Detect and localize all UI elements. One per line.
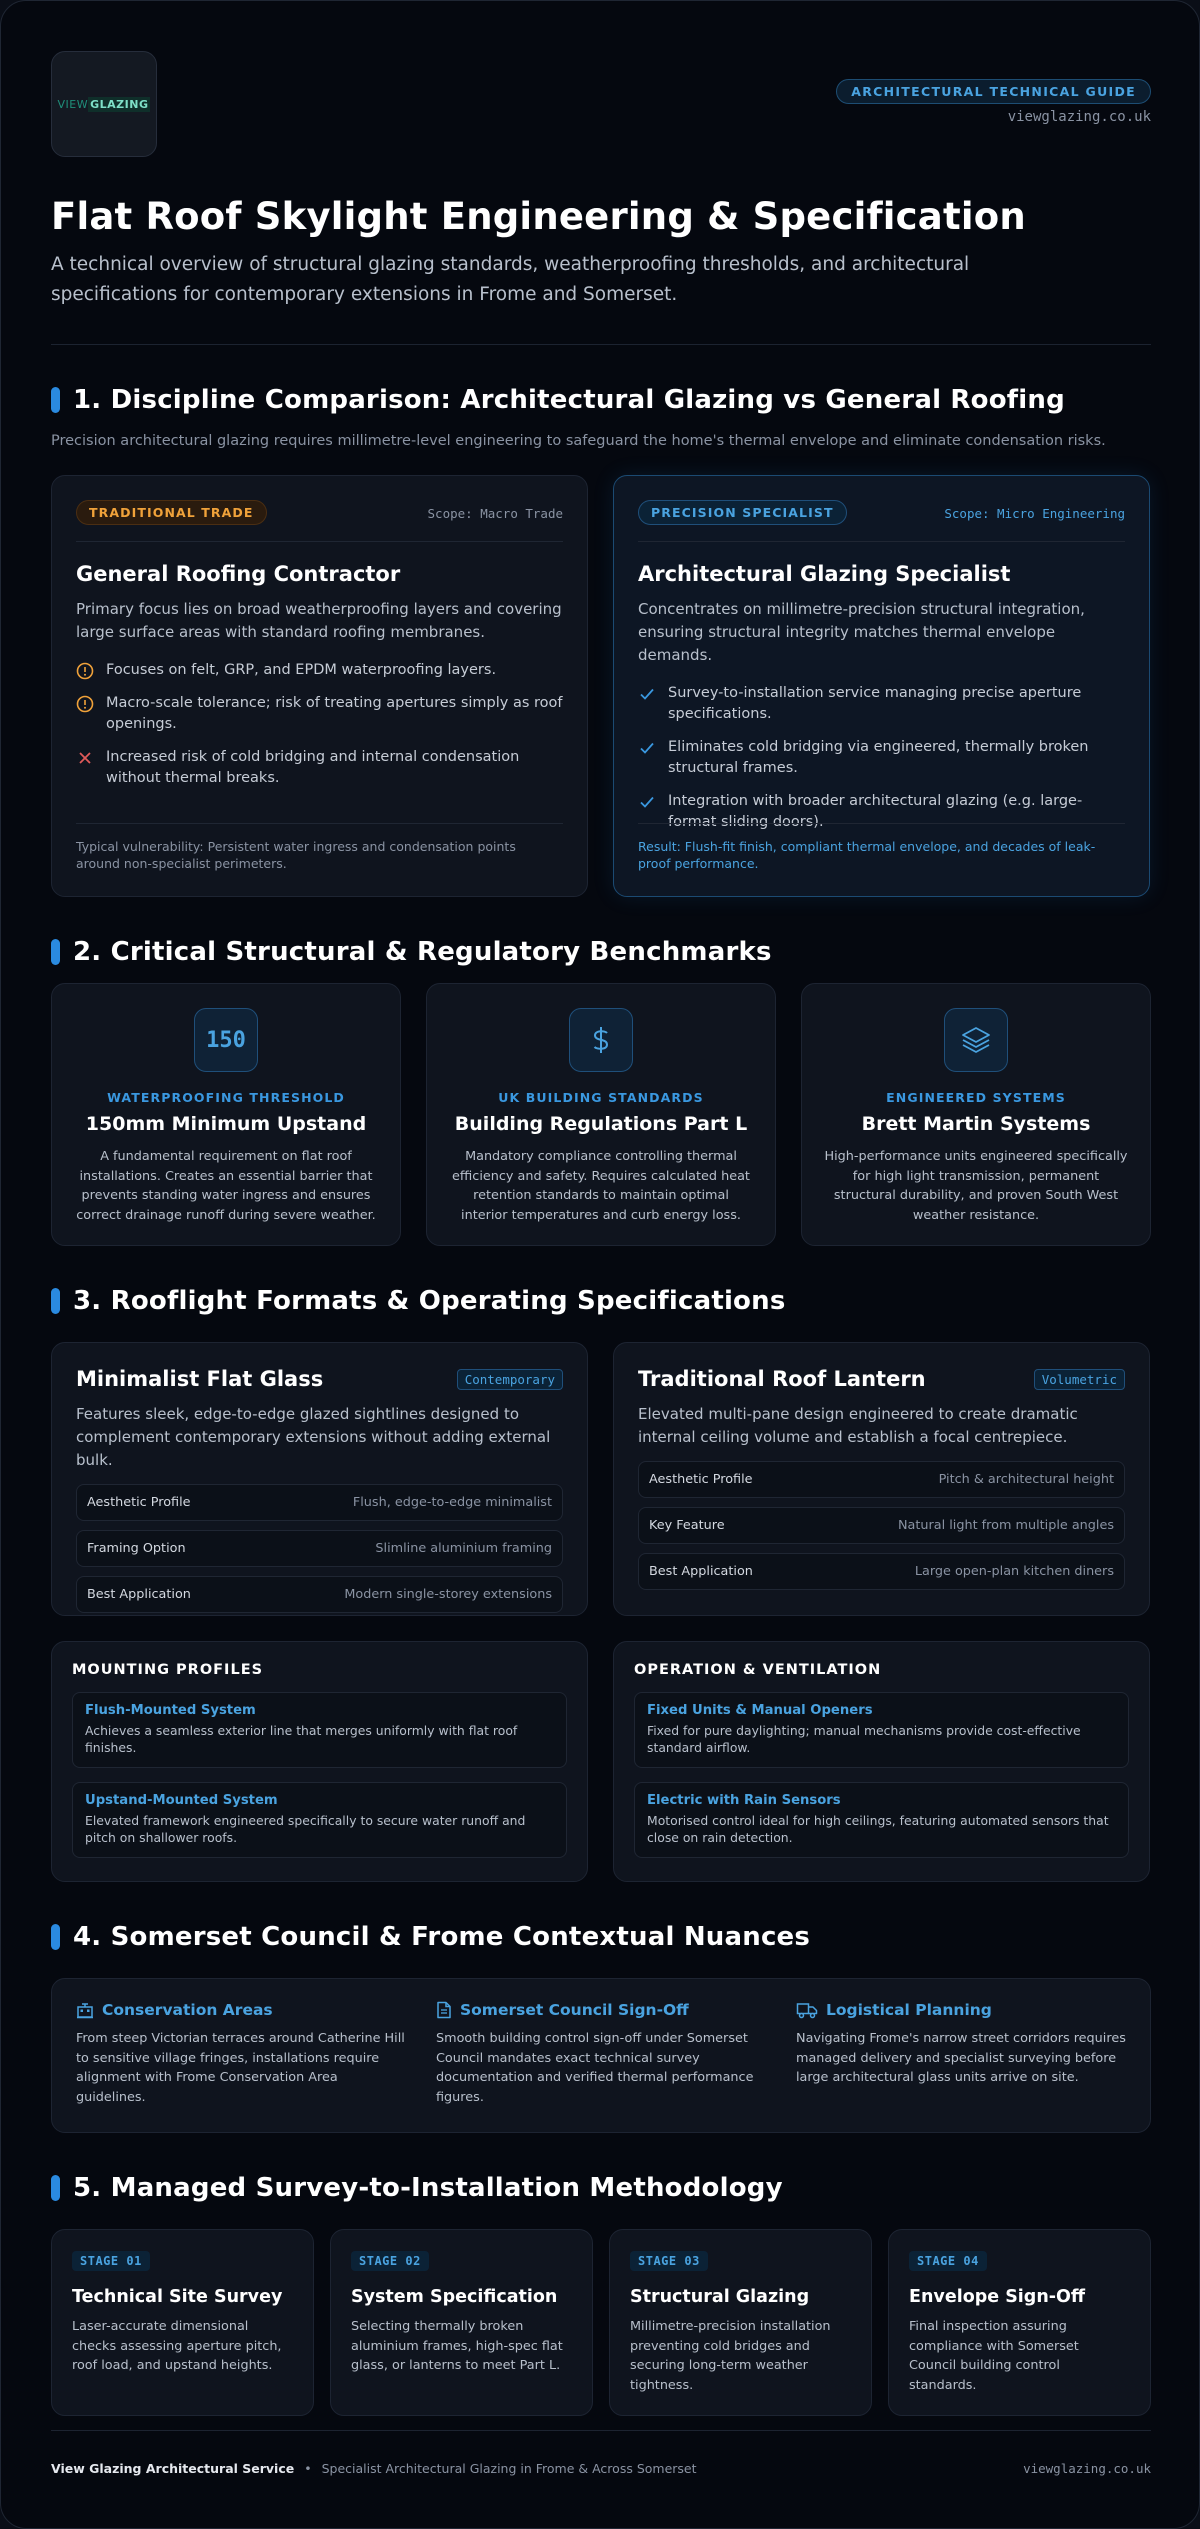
guide-tag: ARCHITECTURAL TECHNICAL GUIDE (836, 79, 1151, 104)
traditional-card (51, 475, 588, 897)
spec-row (638, 1461, 1125, 1498)
footer-brand: View Glazing Architectural Service (51, 2461, 295, 2476)
spec-value: Flush, edge-to-edge minimalist (352, 1495, 552, 1510)
logo-text-glazing: GLAZING (90, 97, 149, 111)
column-title: Somerset Council Sign-Off (460, 2001, 689, 2019)
spec-value: Modern single-storey extensions (344, 1587, 552, 1602)
list-item (76, 747, 563, 789)
stage-tag: STAGE 04 (909, 2251, 987, 2271)
format-tag: Contemporary (457, 1369, 563, 1390)
column-title: Conservation Areas (102, 2001, 273, 2019)
building-icon (76, 2001, 94, 2019)
spec-row (638, 1507, 1125, 1544)
column-title: Logistical Planning (826, 2001, 992, 2019)
check-icon (638, 683, 668, 704)
spec-key: Aesthetic Profile (649, 1472, 753, 1487)
header (51, 51, 1151, 157)
footer (51, 2430, 1151, 2476)
check-icon (638, 737, 668, 758)
page-title: Flat Roof Skylight Engineering & Specification (51, 195, 1026, 238)
list-item (638, 683, 1125, 725)
column-heading (796, 2001, 1126, 2019)
card-title: Brett Martin Systems (861, 1113, 1091, 1135)
card-eyebrow: UK BUILDING STANDARDS (498, 1090, 704, 1105)
stage-description: Final inspection assuring compliance with Somerset Council building control standards. (909, 2319, 1079, 2393)
footer-domain[interactable]: viewglazing.co.uk (1023, 2461, 1151, 2476)
card-title: Building Regulations Part L (454, 1113, 748, 1135)
point-text: Increased risk of cold bridging and internal condensation without thermal breaks. (106, 749, 520, 786)
stage-tag: STAGE 03 (630, 2251, 708, 2271)
card-title: Architectural Glazing Specialist (638, 562, 1011, 586)
benchmark-cards (51, 983, 1151, 1246)
card-eyebrow: ENGINEERED SYSTEMS (886, 1090, 1066, 1105)
section-marker (51, 2175, 60, 2201)
card-title: Traditional Roof Lantern (638, 1367, 926, 1391)
cross-icon (76, 747, 106, 768)
spec-value: Large open-plan kitchen diners (914, 1564, 1114, 1579)
column-heading (76, 2001, 406, 2019)
option-box (72, 1782, 567, 1858)
card-footer: Result: Flush-fit finish, compliant thermal envelope, and decades of leak-proof performance. (638, 823, 1125, 872)
card-title: 150mm Minimum Upstand (85, 1113, 367, 1135)
layers-icon (944, 1008, 1008, 1072)
column-description: From steep Victorian terraces around Catherine Hill to sensitive village fringes, installations require alignment with Frome Conservation Area guidelines. (76, 2031, 405, 2105)
option-box (634, 1782, 1129, 1858)
point-text: Focuses on felt, GRP, and EPDM waterproofing layers. (106, 662, 497, 678)
stage-title: Technical Site Survey (72, 2287, 283, 2307)
divider (76, 541, 563, 542)
spec-row (76, 1576, 563, 1613)
context-column (796, 2001, 1126, 2110)
stage-description: Selecting thermally broken aluminium frames, high-spec flat glass, or lanterns to meet Part L. (351, 2319, 563, 2373)
list-item (638, 737, 1125, 779)
section-marker (51, 1924, 60, 1950)
section-marker (51, 939, 60, 965)
stage-cards (51, 2229, 1151, 2416)
spec-key: Aesthetic Profile (87, 1495, 191, 1510)
option-box (634, 1692, 1129, 1768)
section-title: 4. Somerset Council & Frome Contextual Nuances (73, 1922, 811, 1952)
stage-card (51, 2229, 314, 2416)
spec-key: Framing Option (87, 1541, 186, 1556)
card-title: MOUNTING PROFILES (72, 1662, 264, 1678)
scope-label: Scope: Micro Engineering (944, 506, 1125, 521)
section-2-heading (51, 937, 1151, 967)
specialist-points (638, 683, 1125, 833)
icon-number: 150 (206, 1027, 246, 1053)
section-1-subheading: Precision architectural glazing requires millimetre-level engineering to safeguard the home's thermal envelope and eliminate condensation risks. (51, 433, 1106, 449)
benchmark-card (801, 983, 1151, 1246)
section-title: 2. Critical Structural & Regulatory Benchmarks (73, 937, 772, 967)
spec-value: Pitch & architectural height (938, 1472, 1114, 1487)
logo[interactable] (51, 51, 157, 157)
stage-description: Millimetre-precision installation preventing cold bridges and securing long-term weather tightness. (630, 2319, 831, 2393)
context-card (51, 1978, 1151, 2133)
card-description: Primary focus lies on broad weatherproofing layers and covering large surface areas with standard roofing membranes. (76, 600, 562, 641)
section-title: 3. Rooflight Formats & Operating Specifications (73, 1286, 786, 1316)
spec-key: Best Application (649, 1564, 753, 1579)
section-title: 1. Discipline Comparison: Architectural Glazing vs General Roofing (73, 385, 1065, 415)
section-3-heading (51, 1286, 1151, 1316)
card-header (76, 1367, 563, 1391)
stage-title: Structural Glazing (630, 2287, 810, 2307)
card-description: Mandatory compliance controlling thermal efficiency and safety. Requires calculated heat retention standards to maintain optimal interior temperatures and curb energy loss. (452, 1149, 750, 1223)
footer-separator: • (304, 2461, 312, 2476)
specialist-card (613, 475, 1150, 897)
traditional-badge: TRADITIONAL TRADE (76, 500, 267, 525)
option-title: Flush-Mounted System (85, 1703, 256, 1718)
dollar-icon (569, 1008, 633, 1072)
card-title: Minimalist Flat Glass (76, 1367, 324, 1391)
option-title: Electric with Rain Sensors (647, 1793, 841, 1808)
spec-row (76, 1530, 563, 1567)
footer-left (51, 2461, 697, 2476)
section-4-heading (51, 1922, 1151, 1952)
column-heading (436, 2001, 766, 2019)
stage-tag: STAGE 02 (351, 2251, 429, 2271)
spec-value: Slimline aluminium framing (375, 1541, 552, 1556)
divider (51, 344, 1151, 345)
spec-value: Natural light from multiple angles (897, 1518, 1114, 1533)
list-item (76, 660, 563, 681)
option-title: Upstand-Mounted System (85, 1793, 278, 1808)
column-description: Navigating Frome's narrow street corridors requires managed delivery and specialist surveying before large architectural glass units arrive on site. (796, 2031, 1126, 2085)
warning-icon (76, 660, 106, 681)
card-description: Concentrates on millimetre-precision structural integration, ensuring structural integrity matches thermal envelope demands. (638, 600, 1085, 664)
card-header (638, 1367, 1125, 1391)
divider (638, 541, 1125, 542)
document-icon (436, 2001, 452, 2019)
stage-tag: STAGE 01 (72, 2251, 150, 2271)
profile-cards (51, 1641, 1151, 1882)
section-marker (51, 1288, 60, 1314)
traditional-points (76, 660, 563, 789)
header-domain[interactable]: viewglazing.co.uk (1007, 109, 1151, 125)
number-icon (194, 1008, 258, 1072)
truck-icon (796, 2001, 818, 2019)
option-title: Fixed Units & Manual Openers (647, 1703, 873, 1718)
card-description: A fundamental requirement on flat roof installations. Creates an essential barrier that prevents standing water ingress and ensures correct drainage runoff during severe weather. (76, 1149, 376, 1223)
stage-title: Envelope Sign-Off (909, 2287, 1086, 2307)
point-text: Integration with broader architectural glazing (e.g. large-format sliding doors). (668, 793, 1083, 830)
benchmark-card (426, 983, 776, 1246)
spec-key: Best Application (87, 1587, 191, 1602)
comparison-cards (51, 475, 1151, 897)
card-description: High-performance units engineered specifically for high light transmission, permanent structural durability, and proven South West weather resistance. (824, 1149, 1128, 1223)
spec-row (638, 1553, 1125, 1590)
mounting-profiles-card (51, 1641, 588, 1882)
footer-tagline: Specialist Architectural Glazing in Frome & Across Somerset (321, 2461, 697, 2476)
stage-card (609, 2229, 872, 2416)
option-box (72, 1692, 567, 1768)
card-eyebrow: WATERPROOFING THRESHOLD (107, 1090, 345, 1105)
section-title: 5. Managed Survey-to-Installation Methodology (73, 2173, 783, 2203)
point-text: Macro-scale tolerance; risk of treating apertures simply as roof openings. (106, 695, 563, 732)
option-description: Fixed for pure daylighting; manual mechanisms provide cost-effective standard airflow. (647, 1723, 1081, 1755)
card-footer: Typical vulnerability: Persistent water ingress and condensation points around non-specialist perimeters. (76, 823, 563, 872)
spec-row (76, 1484, 563, 1521)
section-marker (51, 387, 60, 413)
section-5-heading (51, 2173, 1151, 2203)
spec-rows (76, 1484, 563, 1613)
option-description: Elevated framework engineered specifically to secure water runoff and pitch on shallower roofs. (85, 1813, 526, 1845)
card-description: Elevated multi-pane design engineered to create dramatic internal ceiling volume and establish a focal centrepiece. (638, 1405, 1078, 1446)
option-description: Achieves a seamless exterior line that merges uniformly with flat roof finishes. (85, 1723, 518, 1755)
column-description: Smooth building control sign-off under Somerset Council mandates exact technical survey documentation and verified thermal performance figures. (436, 2031, 754, 2105)
page-subtitle: A technical overview of structural glazing standards, weatherproofing thresholds, and architectural specifications for contemporary extensions in Frome and Somerset. (51, 254, 970, 305)
spec-rows (638, 1461, 1125, 1590)
format-card-roof-lantern (613, 1342, 1150, 1616)
warning-icon (76, 693, 106, 714)
option-description: Motorised control ideal for high ceilings, featuring automated sensors that close on rain detection. (647, 1813, 1109, 1845)
stage-card (330, 2229, 593, 2416)
card-description: Features sleek, edge-to-edge glazed sightlines designed to complement contemporary extensions without adding external bulk. (76, 1405, 551, 1469)
format-card-flat-glass (51, 1342, 588, 1616)
list-item (76, 693, 563, 735)
point-text: Survey-to-installation service managing precise aperture specifications. (668, 685, 1082, 722)
scope-label: Scope: Macro Trade (427, 506, 563, 521)
context-column (76, 2001, 406, 2110)
benchmark-card (51, 983, 401, 1246)
format-cards (51, 1342, 1151, 1616)
card-title: OPERATION & VENTILATION (634, 1662, 882, 1678)
stage-title: System Specification (351, 2287, 558, 2307)
specialist-badge: PRECISION SPECIALIST (638, 500, 847, 525)
check-icon (638, 791, 668, 812)
format-tag: Volumetric (1034, 1369, 1125, 1390)
context-column (436, 2001, 766, 2110)
spec-key: Key Feature (649, 1518, 725, 1533)
operation-ventilation-card (613, 1641, 1150, 1882)
logo-text-view: VIEW (57, 97, 89, 111)
content (51, 51, 1151, 2416)
section-1-heading (51, 385, 1151, 415)
stage-card (888, 2229, 1151, 2416)
card-title: General Roofing Contractor (76, 562, 401, 586)
point-text: Eliminates cold bridging via engineered, thermally broken structural frames. (668, 739, 1089, 776)
stage-description: Laser-accurate dimensional checks assessing aperture pitch, roof load, and upstand heights. (72, 2319, 282, 2373)
